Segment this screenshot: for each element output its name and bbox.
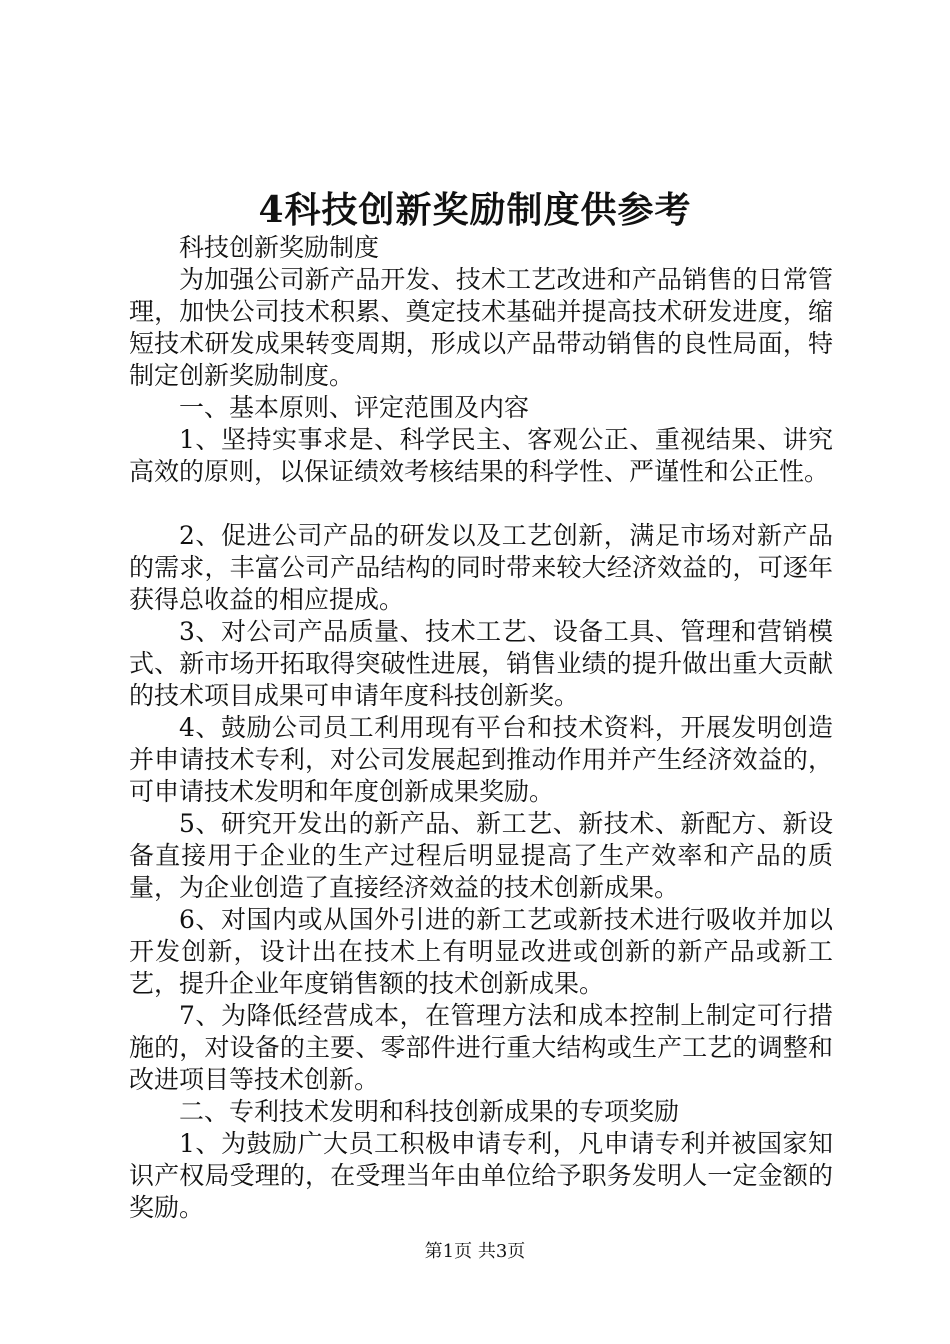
paragraph-item-7: 7、为降低经营成本，在管理方法和成本控制上制定可行措施的，对设备的主要、零部件进行重大结构或生产工艺的调整和改进项目等技术创新。 xyxy=(129,1001,833,1094)
document-title: 4科技创新奖励制度供参考 xyxy=(258,189,692,231)
paragraph-heading: 科技创新奖励制度 xyxy=(179,233,380,262)
section-heading-2: 二、专利技术发明和科技创新成果的专项奖励 xyxy=(179,1097,680,1126)
paragraph-item-6: 6、对国内或从国外引进的新工艺或新技术进行吸收并加以开发创新，设计出在技术上有明显改进或创新的新产品或新工艺，提升企业年度销售额的技术创新成果。 xyxy=(129,905,833,998)
paragraph-item-5: 5、研究开发出的新产品、新工艺、新技术、新配方、新设备直接用于企业的生产过程后明显提高了生产效率和产品的质量，为企业创造了直接经济效益的技术创新成果。 xyxy=(129,809,833,902)
paragraph-item-3: 3、对公司产品质量、技术工艺、设备工具、管理和营销模式、新市场开拓取得突破性进展，销售业绩的提升做出重大贡献的技术项目成果可申请年度科技创新奖。 xyxy=(129,617,833,710)
paragraph-intro: 为加强公司新产品开发、技术工艺改进和产品销售的日常管理，加快公司技术积累、奠定技术基础并提高技术研发进度，缩短技术研发成果转变周期，形成以产品带动销售的良性局面，特制定创新奖励制度。 xyxy=(129,265,833,390)
paragraph-item-4: 4、鼓励公司员工利用现有平台和技术资料，开展发明创造并申请技术专利，对公司发展起到推动作用并产生经济效益的，可申请技术发明和年度创新成果奖励。 xyxy=(129,713,833,806)
page-footer: 第1页 共3页 xyxy=(424,1241,526,1262)
paragraph-item-1: 1、坚持实事求是、科学民主、客观公正、重视结果、讲究高效的原则，以保证绩效考核结果的科学性、严谨性和公正性。 xyxy=(129,425,833,486)
section-heading-1: 一、基本原则、评定范围及内容 xyxy=(179,393,530,422)
paragraph-section2-item-1: 1、为鼓励广大员工积极申请专利，凡申请专利并被国家知识产权局受理的，在受理当年由单位给予职务发明人一定金额的奖励。 xyxy=(129,1129,833,1222)
document-body xyxy=(129,232,833,1224)
paragraph-item-2: 2、促进公司产品的研发以及工艺创新，满足市场对新产品的需求，丰富公司产品结构的同时带来较大经济效益的，可逐年获得总收益的相应提成。 xyxy=(129,521,833,614)
